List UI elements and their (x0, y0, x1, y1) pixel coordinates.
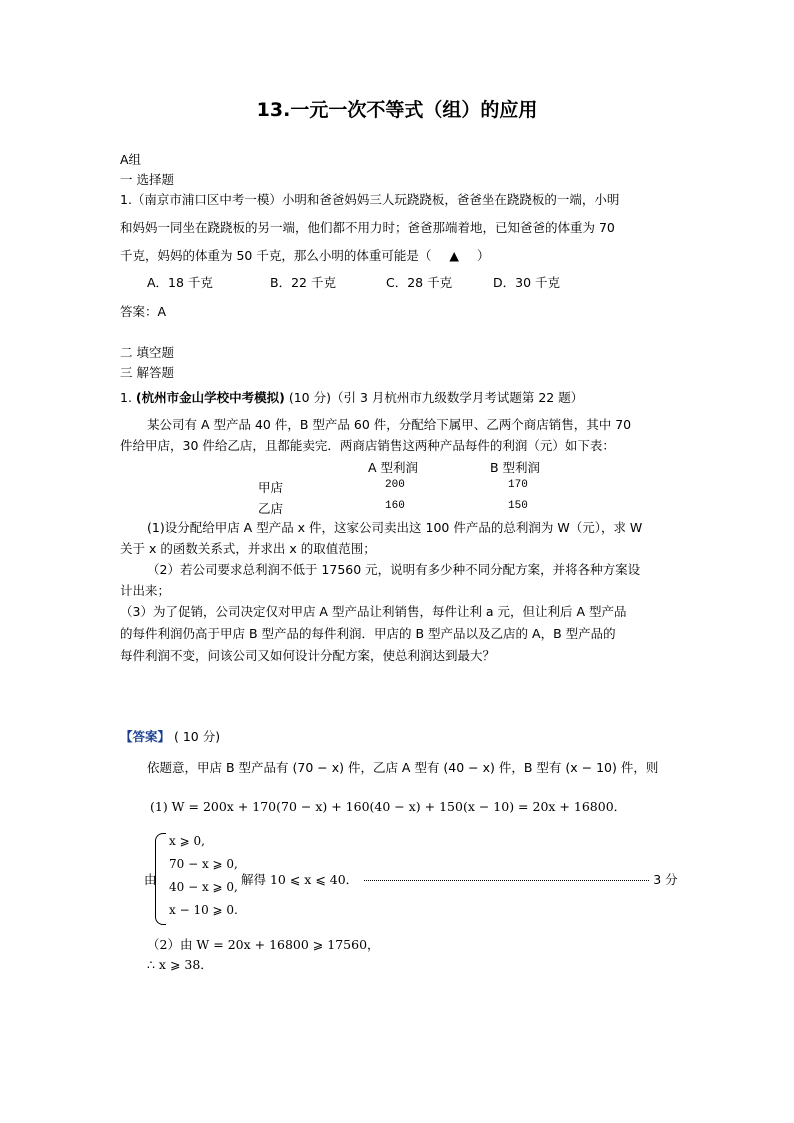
system-row: 70 − x ⩾ 0, (169, 857, 238, 871)
leader-dots (364, 880, 649, 881)
section-multiple-choice: 一 选择题 (120, 172, 174, 187)
table-row-store: 乙店 (258, 501, 284, 516)
q1-line-3-text: 千克，妈妈的体重为 50 千克，那么小明的体重可能是（ (120, 248, 432, 263)
table-row-store: 甲店 (258, 480, 284, 495)
table-header-a: A 型利润 (368, 460, 419, 475)
option-c: C．28 千克 (386, 275, 453, 290)
sub-question-1-line-1: (1)设分配给甲店 A 型产品 x 件，这家公司卖出这 100 件产品的总利润为 W（元），求 W (147, 520, 643, 535)
table-cell: 160 (385, 500, 405, 512)
points-label: 3 分 (653, 872, 678, 887)
q1-line-3 (120, 246, 489, 264)
q1-answer: 答案：A (120, 304, 167, 319)
answer-line-1: 依题意，甲店 B 型产品有 (70 − x) 件，乙店 A 型有 (40 − x) 件，B 型有 (x − 10) 件，则 (147, 760, 659, 775)
system-row: x ⩾ 0, (169, 834, 205, 848)
answer-line-4: ∴ x ⩾ 38． (147, 957, 213, 972)
group-label: A组 (120, 152, 142, 167)
q2-source: (杭州市金山学校中考模拟) (135, 390, 285, 405)
q2-header (120, 388, 583, 406)
q2-para-line-2: 件给甲店，30 件给乙店，且都能卖完．两商店销售这两种产品每件的利润（元）如下表： (120, 438, 615, 453)
answer-heading (120, 727, 220, 745)
sub-question-2-line-2: 计出来； (120, 583, 171, 598)
system-solution (241, 870, 678, 888)
section-fill-blank: 二 填空题 (120, 345, 174, 360)
option-b: B．22 千克 (270, 275, 336, 290)
system-row: x − 10 ⩾ 0. (169, 903, 238, 917)
answer-score: ( 10 分) (174, 729, 221, 744)
answer-line-3: （2）由 W = 20x + 16800 ⩾ 17560， (147, 937, 380, 952)
q2-number: 1. (120, 390, 132, 405)
solution-text: 解得 10 ⩽ x ⩽ 40． (241, 872, 359, 887)
option-a: A．18 千克 (147, 275, 213, 290)
sub-question-2-line-1: （2）若公司要求总利润不低于 17560 元，说明有多少种不同分配方案，并将各种方案设 (147, 562, 641, 577)
sub-question-3-line-3: 每件利润不变，问该公司又如何设计分配方案，使总利润达到最大？ (120, 648, 496, 663)
q2-para-line-1: 某公司有 A 型产品 40 件，B 型产品 60 件，分配给下属甲、乙两个商店销售，其中 70 (147, 417, 632, 432)
table-cell: 170 (508, 479, 528, 491)
q1-line-3-close: ） (476, 248, 490, 263)
sub-question-3-line-1: （3）为了促销，公司决定仅对甲店 A 型产品让利销售，每件让利 a 元，但让利后 A 型产品 (120, 604, 627, 619)
q1-line-2: 和妈妈一同坐在跷跷板的另一端，他们都不用力时；爸爸那端着地，已知爸爸的体重为 70 (120, 220, 615, 235)
table-header-b: B 型利润 (490, 460, 541, 475)
system-row: 40 − x ⩾ 0, (169, 880, 238, 894)
answer-label: 【答案】 (120, 729, 171, 744)
page-title: 13.一元一次不等式（组）的应用 (256, 99, 538, 121)
option-d: D．30 千克 (493, 275, 561, 290)
answer-blank-triangle-icon: ▲ (449, 248, 459, 263)
system-brace (155, 833, 166, 925)
system-prefix: 由 (144, 872, 157, 887)
sub-question-1-line-2: 关于 x 的函数关系式，并求出 x 的取值范围； (120, 541, 376, 556)
table-cell: 200 (385, 479, 405, 491)
section-solution: 三 解答题 (120, 365, 174, 380)
answer-equation: (1) W = 200x + 170(70 − x) + 160(40 − x) + 150(x − 10) = 20x + 16800． (150, 799, 627, 814)
q1-line-1: 1.（南京市浦口区中考一模）小明和爸爸妈妈三人玩跷跷板，爸爸坐在跷跷板的一端，小明 (120, 192, 620, 207)
q2-source-note: (10 分)（引 3 月杭州市九级数学月考试题第 22 题） (288, 390, 584, 405)
table-cell: 150 (508, 500, 528, 512)
sub-question-3-line-2: 的每件利润仍高于甲店 B 型产品的每件利润．甲店的 B 型产品以及乙店的 A，B 型产品的 (120, 626, 616, 641)
